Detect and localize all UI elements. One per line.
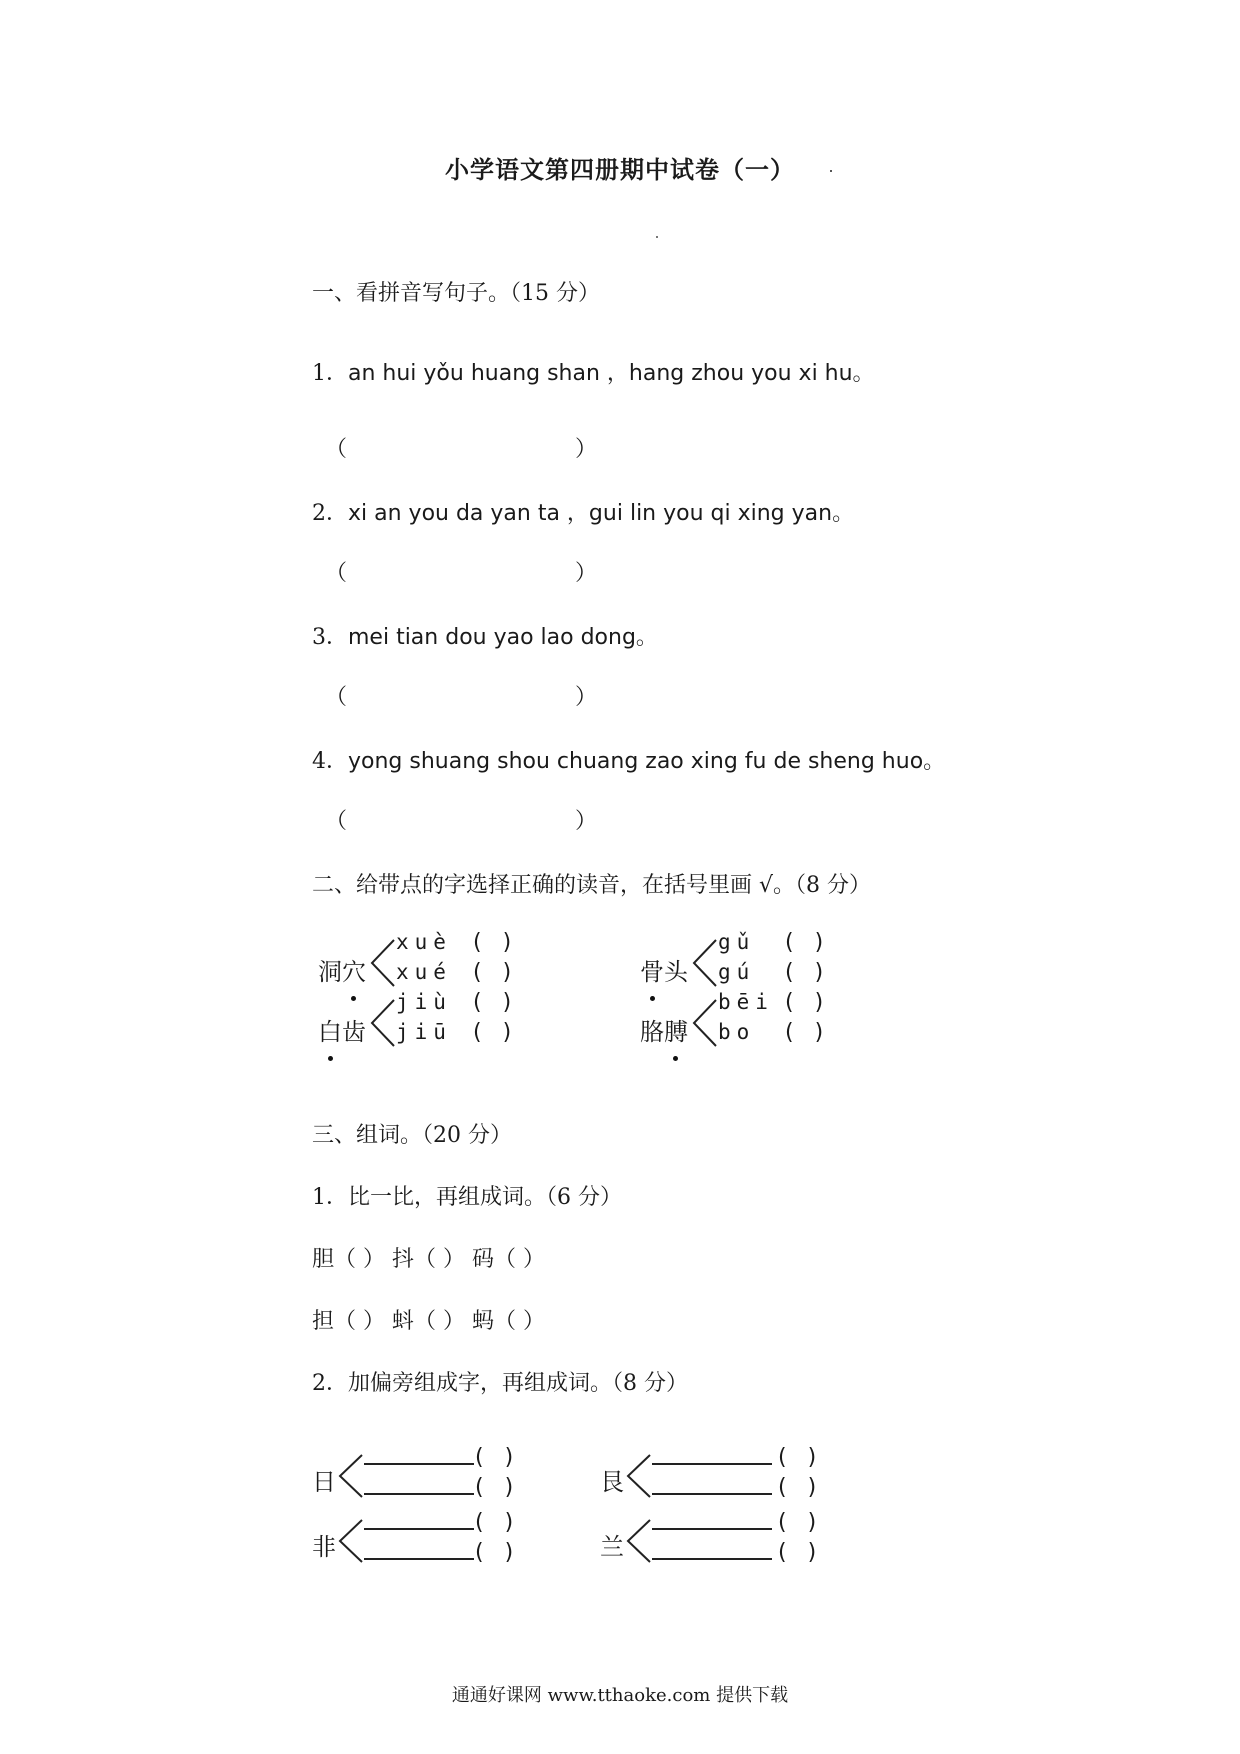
- write-line[interactable]: [652, 1528, 772, 1530]
- answer-open-paren: （: [325, 685, 348, 710]
- word-text: 洞穴: [318, 958, 366, 986]
- compare-row: 胆（ ） 抖（ ） 码（ ）: [312, 1247, 545, 1272]
- question-4: [312, 744, 945, 775]
- target-word: [640, 952, 688, 987]
- compare-row: 担（ ） 蚪（ ） 蚂（ ）: [312, 1309, 545, 1334]
- bracket-chevron-icon: [692, 938, 718, 988]
- bracket-chevron-icon: [338, 1518, 364, 1564]
- question-number: 4．: [312, 749, 348, 774]
- answer-blank[interactable]: ( ): [473, 930, 512, 955]
- word-text: 白齿: [318, 1018, 366, 1046]
- section2-heading: 二、给带点的字选择正确的读音，在括号里画 √。（8 分）: [312, 873, 872, 898]
- target-word: [640, 1012, 688, 1047]
- radical-char: 日: [312, 1468, 336, 1496]
- answer-blank[interactable]: ( ): [785, 990, 824, 1015]
- question-pinyin: xi an you da yan ta ，gui lin you qi xing yan。: [348, 501, 855, 526]
- answer-blank[interactable]: ( ): [475, 1540, 514, 1565]
- answer-blank[interactable]: ( ): [778, 1510, 817, 1535]
- bracket-chevron-icon: [692, 998, 718, 1048]
- question-number: 3．: [312, 625, 348, 650]
- pinyin-option: jiù: [396, 990, 452, 1014]
- write-line[interactable]: [364, 1558, 474, 1560]
- question-pinyin: mei tian dou yao lao dong。: [348, 625, 658, 650]
- radical-char: 艮: [600, 1468, 624, 1496]
- bracket-chevron-icon: [626, 1518, 652, 1564]
- pinyin-option: xué: [396, 960, 452, 984]
- radical-char: 非: [312, 1533, 336, 1561]
- emphasis-dot: [650, 996, 655, 1001]
- answer-close-paren: ）: [575, 561, 598, 586]
- answer-blank[interactable]: ( ): [785, 1020, 824, 1045]
- answer-blank[interactable]: ( ): [473, 990, 512, 1015]
- answer-open-paren: （: [325, 561, 348, 586]
- answer-blank[interactable]: ( ): [475, 1475, 514, 1500]
- target-word: [318, 1012, 366, 1047]
- answer-open-paren: （: [325, 437, 348, 462]
- word-text: 胳膊: [640, 1018, 688, 1046]
- answer-blank[interactable]: ( ): [778, 1540, 817, 1565]
- word-text: 骨头: [640, 958, 688, 986]
- scan-speck: [830, 170, 832, 172]
- question-number: 1．: [312, 361, 348, 386]
- answer-blank[interactable]: ( ): [475, 1445, 514, 1470]
- section3-sub1-heading: 1．比一比，再组成词。（6 分）: [312, 1185, 622, 1210]
- bracket-chevron-icon: [626, 1453, 652, 1499]
- bracket-chevron-icon: [370, 998, 396, 1048]
- answer-open-paren: （: [325, 809, 348, 834]
- write-line[interactable]: [652, 1463, 772, 1465]
- pinyin-option: gǔ: [718, 930, 756, 954]
- write-line[interactable]: [364, 1463, 474, 1465]
- page-title: 小学语文第四册期中试卷（一）: [445, 155, 795, 184]
- emphasis-dot: [673, 1056, 678, 1061]
- answer-blank[interactable]: ( ): [473, 1020, 512, 1045]
- pinyin-option: bo: [718, 1020, 756, 1044]
- write-line[interactable]: [364, 1493, 474, 1495]
- answer-blank[interactable]: ( ): [473, 960, 512, 985]
- emphasis-dot: [351, 996, 356, 1001]
- answer-close-paren: ）: [575, 437, 598, 462]
- write-line[interactable]: [652, 1558, 772, 1560]
- question-3: [312, 620, 658, 651]
- bracket-chevron-icon: [338, 1453, 364, 1499]
- pinyin-option: bēi: [718, 990, 774, 1014]
- emphasis-dot: [328, 1056, 333, 1061]
- section1-heading: 一、看拼音写句子。（15 分）: [312, 281, 600, 306]
- answer-blank[interactable]: ( ): [778, 1445, 817, 1470]
- answer-blank[interactable]: ( ): [475, 1510, 514, 1535]
- target-word: [318, 952, 366, 987]
- question-pinyin: yong shuang shou chuang zao xing fu de sheng huo。: [348, 749, 946, 774]
- section3-heading: 三、组词。（20 分）: [312, 1123, 512, 1148]
- answer-blank[interactable]: ( ): [785, 930, 824, 955]
- question-2: [312, 496, 854, 527]
- question-1: [312, 356, 875, 387]
- write-line[interactable]: [652, 1493, 772, 1495]
- question-pinyin: an hui yǒu huang shan ，hang zhou you xi hu。: [348, 361, 875, 386]
- answer-blank[interactable]: ( ): [778, 1475, 817, 1500]
- scan-speck: [656, 236, 658, 238]
- pinyin-option: gú: [718, 960, 756, 984]
- radical-char: 兰: [600, 1533, 624, 1561]
- write-line[interactable]: [364, 1528, 474, 1530]
- section3-sub2-heading: 2．加偏旁组成字，再组成词。（8 分）: [312, 1371, 688, 1396]
- question-number: 2．: [312, 501, 348, 526]
- pinyin-option: xuè: [396, 930, 452, 954]
- page-footer: 通通好课网 www.tthaoke.com 提供下载: [451, 1685, 789, 1706]
- bracket-chevron-icon: [370, 938, 396, 988]
- pinyin-option: jiū: [396, 1020, 452, 1044]
- answer-close-paren: ）: [575, 809, 598, 834]
- answer-close-paren: ）: [575, 685, 598, 710]
- answer-blank[interactable]: ( ): [785, 960, 824, 985]
